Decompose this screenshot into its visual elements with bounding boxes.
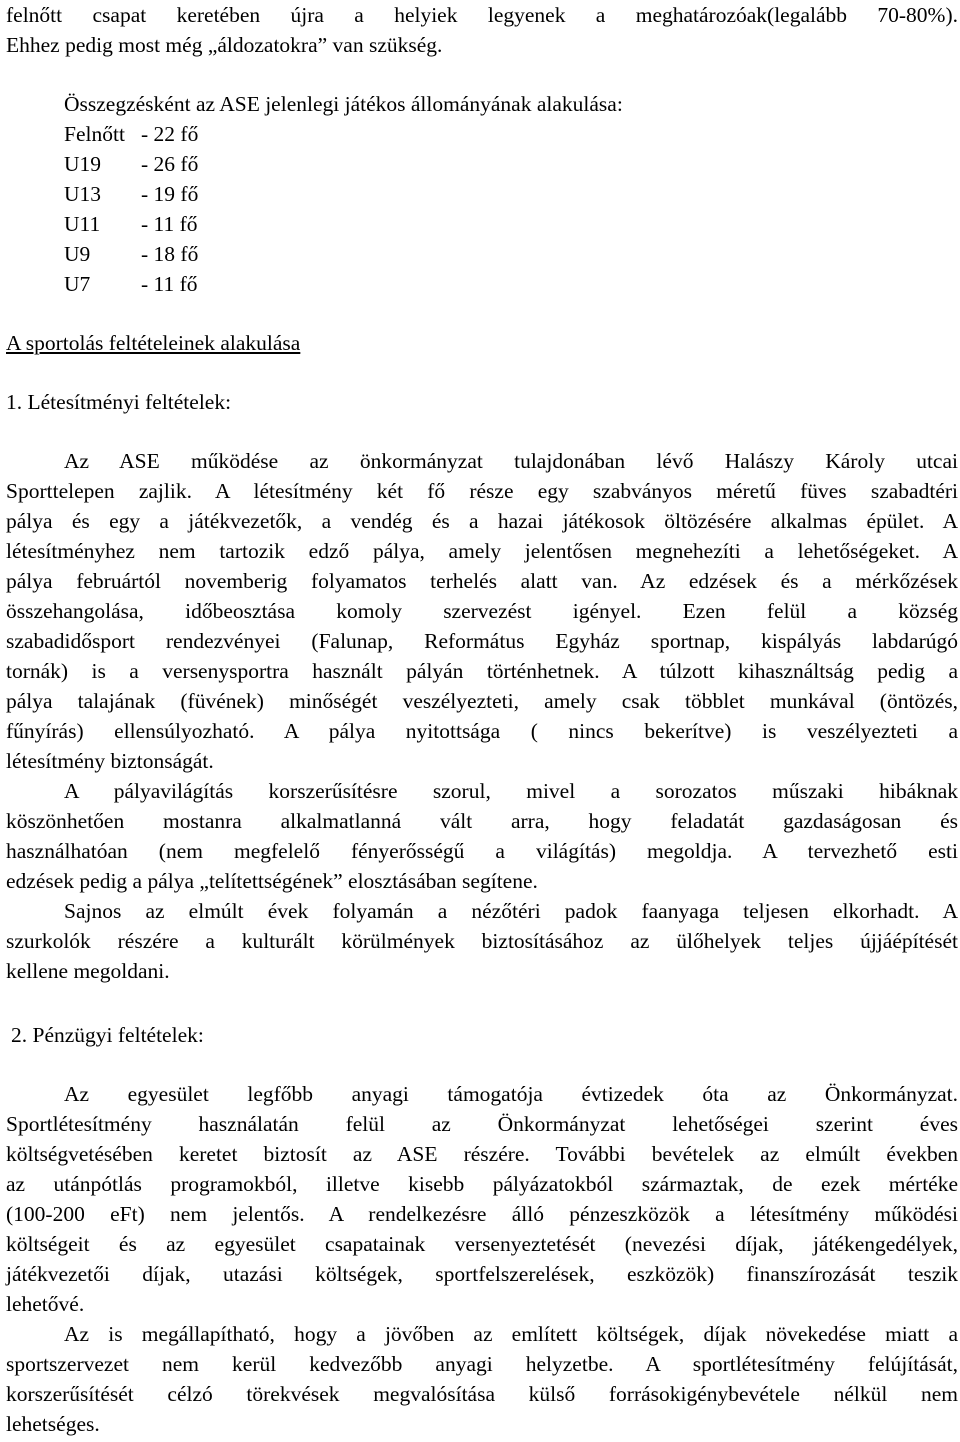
- paragraph-line: köszönhetően mostanra alkalmatlanná vált arra, hogy feladatát gazdaságosan és: [6, 809, 958, 833]
- paragraph-line: szurkolók részére a kulturált körülmények biztosításához az ülőhelyek teljes újjáépítését: [6, 929, 958, 953]
- stat-value: - 11 fő: [141, 272, 198, 296]
- paragraph-line: kellene megoldani.: [6, 959, 170, 983]
- paragraph-line: az utánpótlás programokból, illetve kisebb pályázatokból származtak, de ezek mértéke: [6, 1172, 958, 1196]
- stat-value: - 26 fő: [141, 152, 199, 176]
- paragraph-line: költségvetésében keretet biztosít az ASE részére. További bevételek az elmúlt években: [6, 1142, 958, 1166]
- section-title: A sportolás feltételeinek alakulása: [6, 331, 301, 355]
- paragraph-line: Sajnos az elmúlt évek folyamán a nézőtéri padok faanyaga teljesen elkorhadt. A: [64, 899, 958, 923]
- stat-value: - 11 fő: [141, 212, 198, 236]
- intro-line-2: Ehhez pedig most még „áldozatokra” van szükség.: [6, 33, 443, 57]
- stat-label: U11: [64, 212, 101, 236]
- paragraph-line: költségeit és az egyesület csapatainak versenyeztetését (nevezési díjak, játékengedélyek,: [6, 1232, 958, 1256]
- paragraph-line: lehetővé.: [6, 1292, 85, 1316]
- paragraph-line: Az ASE működése az önkormányzat tulajdonában lévő Halászy Károly utcai: [64, 449, 958, 473]
- paragraph-line: (100-200 eFt) nem jelentős. A rendelkezésre álló pénzeszközök a létesítmény működési: [6, 1202, 958, 1226]
- section-2-heading: 2. Pénzügyi feltételek:: [11, 1023, 204, 1047]
- paragraph-line: sportszervezet nem kerül kedvezőbb anyagi helyzetbe. A sportlétesítmény felújítását,: [6, 1352, 958, 1376]
- paragraph-line: szabadidősport rendezvényei (Falunap, Református Egyház sportnap, kispályás labdarúgó: [6, 629, 958, 653]
- intro-line-1: felnőtt csapat keretében újra a helyiek legyenek a meghatározóak(legalább 70-80%).: [6, 3, 958, 27]
- paragraph-line: korszerűsítését célzó törekvések megvalósítása külső forrásokigénybevétele nélkül nem: [6, 1382, 958, 1406]
- paragraph-line: pálya talajának (füvének) minőségét veszélyezteti, amely csak többlet munkával (öntözés,: [6, 689, 958, 713]
- paragraph-line: pálya februártól novemberig folyamatos terhelés alatt van. Az edzések és a mérkőzések: [6, 569, 958, 593]
- paragraph-line: Az is megállapítható, hogy a jövőben az említett költségek, díjak növekedése miatt a: [64, 1322, 958, 1346]
- stat-value: - 19 fő: [141, 182, 199, 206]
- paragraph-line: A pályavilágítás korszerűsítésre szorul, mivel a sorozatos műszaki hibáknak: [64, 779, 958, 803]
- paragraph-line: létesítmény biztonságát.: [6, 749, 214, 773]
- paragraph-line: fűnyírás) ellensúlyozható. A pálya nyitottsága ( nincs bekerítve) is veszélyezteti a: [6, 719, 958, 743]
- stat-label: U19: [64, 152, 102, 176]
- paragraph-line: pálya és egy a játékvezetők, a vendég és a hazai játékosok öltözésére alkalmas épület. A: [6, 509, 958, 533]
- stat-label: Felnőtt: [64, 122, 125, 146]
- stat-label: U13: [64, 182, 102, 206]
- paragraph-line: összehangolása, időbeosztása komoly szervezést igényel. Ezen felül a község: [6, 599, 958, 623]
- section-1-heading: 1. Létesítményi feltételek:: [6, 390, 232, 414]
- paragraph-line: létesítményhez nem tartozik edző pálya, amely jelentősen megnehezíti a lehetőségeket. A: [6, 539, 958, 563]
- summary-heading: Összegzésként az ASE jelenlegi játékos állományának alakulása:: [64, 92, 623, 116]
- stat-value: - 22 fő: [141, 122, 199, 146]
- paragraph-line: lehetséges.: [6, 1412, 100, 1436]
- paragraph-line: használhatóan (nem megfelelő fényerősségű a világítás) megoldja. A tervezhető esti: [6, 839, 958, 863]
- stat-label: U7: [64, 272, 91, 296]
- paragraph-line: Sporttelepen zajlik. A létesítmény két fő része egy szabványos méretű füves szabadtéri: [6, 479, 958, 503]
- paragraph-line: edzések pedig a pálya „telítettségének” elosztásában segítene.: [6, 869, 538, 893]
- stat-label: U9: [64, 242, 91, 266]
- paragraph-line: játékvezetői díjak, utazási költségek, sportfelszerelések, eszközök) finanszírozását teszik: [6, 1262, 958, 1286]
- paragraph-line: Sportlétesítmény használatán felül az Önkormányzat lehetőségei szerint éves: [6, 1112, 958, 1136]
- paragraph-line: tornák) is a versenysportra használt pályán történhetnek. A túlzott kihasználtság pedig a: [6, 659, 958, 683]
- stat-value: - 18 fő: [141, 242, 199, 266]
- paragraph-line: Az egyesület legfőbb anyagi támogatója évtizedek óta az Önkormányzat.: [64, 1082, 958, 1106]
